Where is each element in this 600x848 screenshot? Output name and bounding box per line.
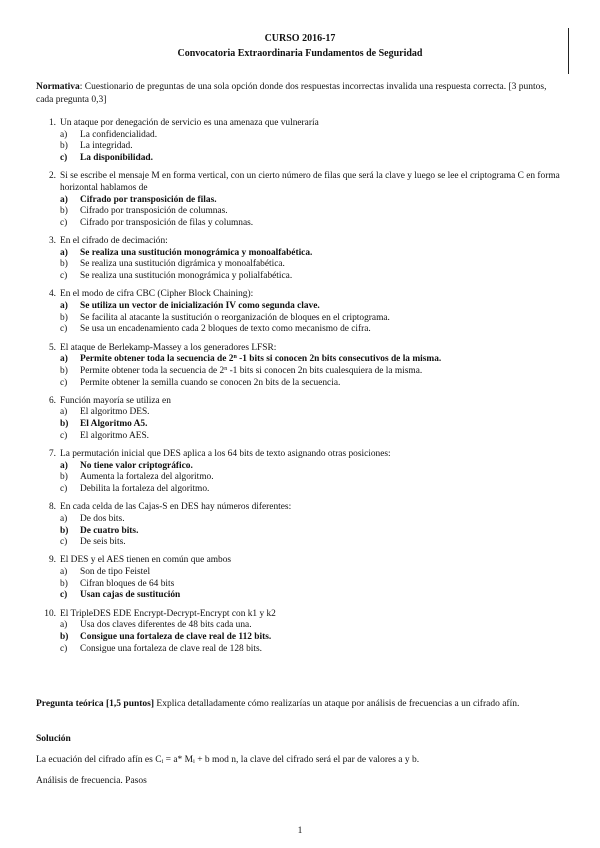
- question-line: [36, 289, 566, 301]
- option-text: Permite obtener toda la secuencia de 2: [80, 365, 225, 376]
- answer-option: [60, 141, 566, 153]
- theory-label: Pregunta teórica [1,5 puntos]: [36, 699, 155, 709]
- option-letter: c): [60, 271, 68, 282]
- question-text: En cada celda de las Cajas-S en DES hay números diferentes:: [60, 502, 292, 513]
- option-text: -1 bits si conocen 2n bits consecutivos de la misma.: [236, 354, 442, 365]
- equation-part: = a* M: [163, 755, 194, 765]
- question-line: [36, 343, 566, 355]
- option-text: Debilita la fortaleza del algoritmo.: [80, 483, 210, 494]
- course-title: CURSO 2016-17: [264, 33, 336, 44]
- question-item: [36, 555, 566, 602]
- option-letter: c): [60, 430, 68, 441]
- option-list: [60, 354, 566, 389]
- answer-option: [60, 407, 566, 419]
- option-letter: b): [60, 312, 68, 323]
- option-letter: a): [60, 129, 68, 140]
- option-text: La disponibilidad.: [80, 152, 153, 163]
- option-letter: b): [60, 259, 68, 270]
- answer-option-correct: [60, 354, 566, 366]
- question-text: Un ataque por denegación de servicio es una amenaza que vulneraría: [60, 118, 319, 128]
- option-letter: a): [60, 247, 68, 258]
- option-text: Permite obtener la semilla cuando se conocen 2n bits de la secuencia.: [80, 377, 341, 388]
- option-letter: c): [60, 643, 68, 654]
- question-number: 8.: [48, 502, 56, 513]
- answer-option: [60, 567, 566, 579]
- option-superscript: n: [233, 354, 237, 361]
- option-letter: c): [60, 537, 68, 548]
- option-text: Consigue una fortaleza de clave real de 112 bits.: [80, 631, 272, 642]
- answer-option: [60, 206, 566, 218]
- option-list: [60, 620, 566, 655]
- question-text: En el cifrado de decimación:: [60, 236, 168, 247]
- answer-option: [60, 620, 566, 632]
- question-text: El DES y el AES tienen en común que ambos: [60, 555, 232, 566]
- question-number: 1.: [48, 118, 56, 128]
- option-text: Cifrado por transposición de filas y columnas.: [80, 217, 254, 228]
- option-letter: c): [60, 152, 68, 163]
- question-number: 7.: [48, 448, 56, 459]
- answer-option: [60, 366, 566, 378]
- question-line: [36, 396, 566, 408]
- option-letter: b): [60, 141, 68, 152]
- option-text: Son de tipo Feistel: [80, 567, 151, 578]
- option-list: [60, 461, 566, 496]
- option-text: El Algoritmo A5.: [80, 419, 148, 430]
- question-number: 9.: [48, 555, 56, 566]
- question-line: [36, 449, 566, 461]
- answer-option-correct: [60, 195, 566, 207]
- solution-heading: Solución: [36, 734, 71, 744]
- option-text: Usan cajas de sustitución: [80, 590, 181, 601]
- option-text: No tiene valor criptográfico.: [80, 460, 193, 471]
- option-letter: b): [60, 578, 68, 589]
- option-text: Permite obtener toda la secuencia de 2: [80, 354, 234, 365]
- option-text: Cifrado por transposición de filas.: [80, 194, 217, 205]
- question-number: 6.: [48, 395, 56, 406]
- answer-option-correct: [60, 526, 566, 538]
- option-text: La integridad.: [80, 141, 133, 152]
- question-line: [36, 171, 566, 194]
- equation-subscript: i: [193, 759, 195, 765]
- option-list: [60, 301, 566, 336]
- answer-option: [60, 472, 566, 484]
- option-letter: c): [60, 324, 68, 335]
- option-letter: c): [60, 217, 68, 228]
- normativa-text: : Cuestionario de preguntas de una sola opción donde dos respuestas incorrectas invalida una respuesta correcta. [3 puntos, cada pregunta 0,3]: [36, 82, 547, 105]
- answer-option: [60, 218, 566, 230]
- option-text: -1 bits si conocen 2n bits cualesquiera de la misma.: [227, 365, 423, 376]
- question-item: [36, 396, 566, 443]
- answer-option: [60, 130, 566, 142]
- question-number: 4.: [48, 289, 56, 300]
- option-letter: c): [60, 483, 68, 494]
- option-text: De seis bits.: [80, 537, 126, 548]
- option-letter: a): [60, 194, 68, 205]
- answer-option-correct: [60, 248, 566, 260]
- answer-option-correct: [60, 153, 566, 165]
- question-item: [36, 118, 566, 165]
- question-item: [36, 609, 566, 656]
- question-item: [36, 449, 566, 496]
- question-number: 10.: [44, 608, 56, 619]
- option-letter: a): [60, 300, 68, 311]
- option-letter: c): [60, 590, 68, 601]
- question-text: El TripleDES EDE Encrypt-Decrypt-Encrypt con k1 y k2: [60, 608, 276, 619]
- question-text: Función mayoría se utiliza en: [60, 395, 171, 406]
- answer-option: [60, 537, 566, 549]
- option-letter: a): [60, 620, 68, 631]
- question-list: [36, 118, 566, 662]
- option-list: [60, 130, 566, 165]
- answer-option: [60, 644, 566, 656]
- option-list: [60, 195, 566, 230]
- option-text: La confidencialidad.: [80, 129, 158, 140]
- option-superscript: n: [224, 365, 228, 372]
- answer-option-correct: [60, 590, 566, 602]
- option-list: [60, 567, 566, 602]
- question-item: [36, 289, 566, 336]
- option-text: Se usa un encadenamiento cada 2 bloques de texto como mecanismo de cifra.: [80, 324, 371, 335]
- answer-option: [60, 324, 566, 336]
- option-letter: a): [60, 567, 68, 578]
- question-line: [36, 236, 566, 248]
- question-line: [36, 609, 566, 621]
- option-text: De cuatro bits.: [80, 525, 139, 536]
- answer-option-correct: [60, 632, 566, 644]
- normativa-label: Normativa: [36, 82, 80, 92]
- option-letter: b): [60, 365, 68, 376]
- page-number: 1: [297, 826, 303, 836]
- question-text: Si se escribe el mensaje M en forma vertical, con un cierto número de filas que será la clave y luego se lee el criptograma C en forma horizontal hablamos de: [60, 171, 560, 193]
- answer-option: [60, 431, 566, 443]
- option-text: El algoritmo DES.: [80, 407, 150, 418]
- answer-option: [60, 579, 566, 591]
- option-letter: b): [60, 525, 69, 536]
- option-text: Se realiza una sustitución monográmica y monoalfabética.: [80, 247, 313, 258]
- question-number: 2.: [48, 171, 56, 182]
- option-text: Consigue una fortaleza de clave real de 128 bits.: [80, 643, 262, 654]
- question-number: 5.: [48, 342, 56, 353]
- answer-option-correct: [60, 419, 566, 431]
- option-text: Se facilita al atacante la sustitución o reorganización de bloques en el criptograma.: [80, 312, 390, 323]
- question-line: [36, 118, 566, 130]
- option-text: Usa dos claves diferentes de 48 bits cada una.: [80, 620, 252, 631]
- normativa: [36, 81, 566, 107]
- answer-option: [60, 378, 566, 390]
- option-letter: a): [60, 513, 68, 524]
- option-text: Se realiza una sustitución monográmica y polialfabética.: [80, 271, 293, 282]
- answer-option: [60, 514, 566, 526]
- option-letter: b): [60, 419, 69, 430]
- question-text: En el modo de cifra CBC (Cipher Block Chaining):: [60, 289, 254, 300]
- option-letter: a): [60, 407, 68, 418]
- question-text: La permutación inicial que DES aplica a los 64 bits de texto asignando otras posiciones:: [60, 448, 391, 459]
- question-text: El ataque de Berlekamp-Massey a los generadores LFSR:: [60, 342, 277, 353]
- exam-title: Convocatoria Extraordinaria Fundamentos de Seguridad: [177, 48, 423, 59]
- option-letter: b): [60, 206, 68, 217]
- question-line: [36, 502, 566, 514]
- option-text: Se utiliza un vector de inicialización IV como segunda clave.: [80, 300, 320, 311]
- option-letter: a): [60, 460, 68, 471]
- answer-option: [60, 271, 566, 283]
- answer-option-correct: [60, 301, 566, 313]
- option-letter: c): [60, 377, 68, 388]
- option-letter: b): [60, 472, 68, 483]
- option-text: Aumenta la fortaleza del algoritmo.: [80, 472, 214, 483]
- answer-option-correct: [60, 461, 566, 473]
- option-letter: a): [60, 354, 68, 365]
- question-number: 3.: [48, 236, 56, 247]
- answer-option: [60, 484, 566, 496]
- answer-option: [60, 313, 566, 325]
- equation-part: La ecuación del cifrado afín es C: [36, 755, 162, 765]
- question-item: [36, 171, 566, 229]
- theory-question: [36, 698, 566, 711]
- question-item: [36, 502, 566, 549]
- question-item: [36, 236, 566, 283]
- option-list: [60, 248, 566, 283]
- option-text: Cifran bloques de 64 bits: [80, 578, 175, 589]
- equation-subscript: i: [161, 759, 164, 765]
- solution-equation: [36, 755, 566, 767]
- option-text: Se realiza una sustitución digrámica y monoalfabética.: [80, 259, 285, 270]
- option-list: [60, 514, 566, 549]
- option-text: Cifrado por transposición de columnas.: [80, 206, 228, 217]
- question-item: [36, 343, 566, 390]
- answer-option: [60, 259, 566, 271]
- solution-analysis: Análisis de frecuencia. Pasos: [36, 776, 147, 786]
- option-text: El algoritmo AES.: [80, 430, 150, 441]
- option-letter: b): [60, 631, 69, 642]
- question-line: [36, 555, 566, 567]
- option-list: [60, 407, 566, 442]
- theory-text: Explica detalladamente cómo realizarías un ataque por análisis de frecuencias a un cifrado afín.: [154, 699, 520, 709]
- equation-part: + b mod n, la clave del cifrado será el par de valores a y b.: [194, 755, 420, 765]
- header: [0, 31, 600, 61]
- option-text: De dos bits.: [80, 513, 125, 524]
